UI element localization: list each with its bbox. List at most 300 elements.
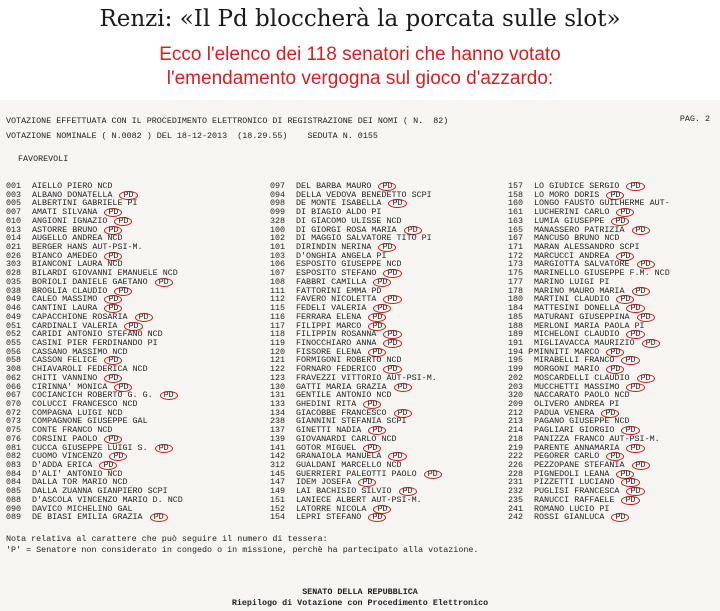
party-badge-circled: PD [621, 478, 639, 487]
senator-number: 123 [270, 372, 286, 383]
senator-number: 106 [270, 259, 286, 270]
senator-number: 184 [508, 303, 524, 314]
senator-name: FISSORE ELENA [296, 346, 362, 357]
party-badge-circled: PD [606, 191, 624, 200]
party-badge: PI [371, 207, 382, 218]
party-badge: SCPI [386, 416, 407, 427]
senator-name: CIRINNA' MONICA [32, 381, 108, 392]
senator-number: 161 [508, 207, 524, 218]
footer-senate: SENATO DELLA REPUBBLICA [302, 587, 418, 597]
senator-name: CHITI VANNINO [32, 372, 98, 383]
senator-name: CUCCA GIUSEPPE LUIGI S. [32, 442, 148, 453]
senator-name: FILIPPI MARCO [296, 320, 362, 331]
party-badge-circled: PD [368, 348, 386, 357]
senator-number: 055 [6, 337, 22, 348]
senator-name: MARINO LUIGI [534, 276, 595, 287]
senator-name: MIGLIAVACCA MAURIZIO [534, 337, 635, 348]
party-badge-circled: PD [383, 339, 401, 348]
senator-name: BILARDI GIOVANNI EMANUELE [32, 268, 158, 279]
party-badge: NCD [122, 398, 138, 409]
senator-name: MOSCARDELLI CLAUDIO [534, 372, 630, 383]
senator-number: 167 [508, 233, 524, 244]
senator-name: AIELLO PIERO [32, 181, 93, 191]
party-badge: NCD [107, 468, 123, 479]
senator-number: 021 [6, 242, 22, 253]
senator-name: LONGO FAUSTO GUILHERME [534, 198, 645, 209]
party-badge: PI [634, 320, 645, 331]
party-badge: NCD [147, 329, 163, 340]
party-badge-circled: PD [388, 452, 406, 461]
senator-name: CAPACCHIONE ROSARIA [32, 311, 128, 322]
party-badge-circled: PD [363, 444, 381, 453]
party-badge: PI [609, 398, 620, 409]
senator-number: 100 [270, 224, 286, 235]
senator-number: 116 [270, 311, 286, 322]
senator-name: ALBANO DONATELLA [32, 189, 113, 200]
senator-number: 051 [6, 320, 22, 331]
senator-name: CALEO MASSIMO [32, 294, 98, 305]
senator-number: 320 [508, 390, 524, 401]
senator-row [508, 513, 670, 522]
senator-number: 090 [6, 503, 22, 514]
senator-name: LATORRE NICOLA [296, 503, 367, 514]
party-badge: NCD [112, 477, 128, 488]
party-badge-circled: PD [104, 295, 122, 304]
party-badge: AUT-PSI-M. [92, 242, 143, 253]
senator-name: PEGORER CARLO [534, 451, 600, 462]
senator-name: GATTI MARIA GRAZIA [296, 381, 387, 392]
senator-number: 203 [508, 381, 524, 392]
senator-number: 097 [270, 181, 286, 191]
senator-number: 028 [6, 268, 22, 279]
senator-number: 067 [6, 390, 22, 401]
party-badge-circled: PD [616, 252, 634, 261]
party-badge: GAL [117, 503, 133, 514]
senator-number: 212 [508, 407, 524, 418]
senator-name: PIZZETTI LUCIANO [534, 477, 615, 488]
senator-number: 328 [270, 215, 286, 226]
senator-name: FAVERO NICOLETTA [296, 294, 377, 305]
senator-number: 049 [6, 311, 22, 322]
senator-number: 209 [508, 398, 524, 409]
senator-name: DIRINDIN NERINA [296, 242, 372, 253]
senator-number: 101 [270, 242, 286, 253]
party-badge-circled: PD [368, 513, 386, 522]
senator-name: MUCCHETTI MASSIMO [534, 381, 620, 392]
party-badge-circled: PD [363, 400, 381, 409]
party-badge-circled: PD [626, 487, 644, 496]
party-badge-circled: PD [626, 383, 644, 392]
vote-document [0, 100, 720, 611]
senator-number: 130 [270, 381, 286, 392]
senator-name: CONTE FRANCO [32, 425, 93, 436]
senator-name: NACCARATO PAOLO [534, 390, 610, 401]
senator-name: DI GIORGI ROSA MARIA [296, 224, 397, 235]
senator-number: 094 [270, 189, 286, 200]
senator-name: ESPOSITO GIUSEPPE [296, 259, 382, 270]
party-badge-circled: PD [616, 208, 634, 217]
senator-name: FORMIGONI ROBERTO [296, 355, 382, 366]
senator-number: 163 [508, 215, 524, 226]
party-badge-circled: PD [155, 444, 173, 453]
senator-name: COMPAGNONE GIUSEPPE [32, 416, 128, 427]
party-badge-circled: PD [399, 487, 417, 496]
party-badge: NCD [386, 460, 402, 470]
party-badge-circled: PD [109, 452, 127, 461]
senator-name: PEZZOPANE STEFANIA [534, 460, 625, 470]
party-badge-circled: PD [621, 496, 639, 505]
senator-number: 139 [270, 433, 286, 444]
senator-number: 171 [508, 242, 524, 253]
senator-name: MORGONI MARIO [534, 364, 600, 375]
senator-number: 141 [270, 442, 286, 453]
party-badge-circled: PD [626, 330, 644, 339]
senator-name: MICHELONI CLAUDIO [534, 329, 620, 340]
party-badge-circled: PD [632, 287, 650, 296]
party-badge-circled: PD [150, 513, 168, 522]
senator-number: 115 [270, 303, 286, 314]
senator-number: 303 [6, 259, 22, 270]
senator-number: 142 [270, 451, 286, 462]
senator-number: 081 [6, 442, 22, 453]
senator-number: 133 [270, 398, 286, 409]
senator-number: 147 [270, 477, 286, 488]
senator-number: 151 [270, 494, 286, 505]
party-badge: PI [127, 198, 138, 209]
party-badge: NCD [107, 233, 123, 244]
senator-name: AMATI SILVANA [32, 207, 98, 218]
senator-name: D'ASCOLA VINCENZO MARIO D. [32, 494, 163, 505]
page-number: PAG. 2 [679, 114, 710, 124]
senator-number: 001 [6, 181, 22, 191]
party-badge-circled: PD [378, 182, 396, 191]
senator-name: OLIVERO ANDREA [534, 398, 605, 409]
party-badge: NCD [614, 416, 630, 427]
senator-name: MARINELLO GIUSEPPE F.M. [534, 268, 650, 279]
senator-number: 235 [508, 494, 524, 505]
party-badge-circled: PD [119, 191, 137, 200]
senator-number: 111 [270, 285, 286, 296]
senator-name: PAGLIARI GIORGIO [534, 425, 615, 436]
party-badge-circled: PD [394, 409, 412, 418]
senator-name: PUGLISI FRANCESCA [534, 486, 620, 497]
party-badge-circled: PD [637, 260, 655, 269]
party-badge-circled: PD [373, 505, 391, 514]
party-badge: AUT- [649, 198, 670, 209]
senator-number: 089 [6, 512, 22, 523]
party-badge-circled: PD [383, 295, 401, 304]
senator-name: GIOVANARDI CARLO [296, 433, 377, 444]
senator-name: LUCHERINI CARLO [534, 207, 610, 218]
senator-number: 185 [508, 311, 524, 322]
senator-name: ROMANO LUCIO [534, 503, 595, 514]
senator-number: 195 [508, 355, 524, 366]
party-badge: NCD [614, 390, 630, 401]
senator-name: FABBRI CAMILLA [296, 276, 367, 287]
senator-name: BERGER HANS [32, 242, 88, 253]
senator-name: PIGNEDOLI LEANA [534, 468, 610, 479]
party-badge: NCD [167, 494, 183, 505]
senator-name: DALLA ZUANNA GIANPIERO [32, 486, 143, 497]
party-badge-circled: PD [637, 313, 655, 322]
party-badge: AUT-PSI-M. [371, 494, 422, 505]
senator-name: COCIANCICH ROBERTO G. G. [32, 390, 153, 401]
senator-number: 073 [6, 416, 22, 427]
party-badge: NCD [376, 390, 392, 401]
senator-number: 003 [6, 189, 22, 200]
senator-name: FATTORINI EMMA [296, 285, 367, 296]
party-badge: NCD [97, 425, 113, 436]
party-badge: AUT-PSI-M. [386, 372, 437, 383]
senator-number: 194 P [508, 346, 534, 357]
senator-number: 145 [270, 468, 286, 479]
party-badge-circled: PD [373, 278, 391, 287]
senator-name: COMPAGNA LUIGI [32, 407, 103, 418]
party-badge: NCD [654, 268, 670, 279]
senator-name: COLUCCI FRANCESCO [32, 398, 118, 409]
party-badge-circled: PD [424, 470, 442, 479]
senator-number: 010 [6, 215, 22, 226]
senator-number: 120 [270, 346, 286, 357]
senator-name: CASSANO MASSIMO [32, 346, 108, 357]
party-badge-circled: PD [99, 461, 117, 470]
senator-number: 103 [270, 250, 286, 261]
senator-name: LO MORO DORIS [534, 189, 600, 200]
senator-name: BORIOLI DANIELE GAETANO [32, 276, 148, 287]
senator-number: 131 [270, 390, 286, 401]
senator-number: 070 [6, 398, 22, 409]
senator-name: MERLONI MARIA PAOLA [534, 320, 630, 331]
senator-number: 218 [508, 433, 524, 444]
senator-name: DELLA VEDOVA BENEDETTO [296, 189, 407, 200]
party-badge-circled: PD [626, 182, 644, 191]
senator-name: LUMIA GIUSEPPE [534, 215, 605, 226]
senator-name: PARENTE ANNAMARIA [534, 442, 620, 453]
party-badge: NCD [381, 433, 397, 444]
party-badge: PI [421, 233, 432, 244]
senator-number: 157 [508, 181, 524, 191]
party-badge-circled: PD [621, 426, 639, 435]
senator-name: FEDELI VALERIA [296, 303, 367, 314]
party-badge-circled: PD [404, 226, 422, 235]
senator-number: 088 [6, 494, 22, 505]
senator-number: 013 [6, 224, 22, 235]
party-badge: NCD [107, 259, 123, 270]
senator-name: ASTORRE BRUNO [32, 224, 98, 235]
party-badge: NCD [386, 355, 402, 366]
senator-number: 222 [508, 451, 524, 462]
party-badge-circled: PD [114, 287, 132, 296]
senator-name: RANUCCI RAFFAELE [534, 494, 615, 505]
party-badge-circled: PD [632, 226, 650, 235]
senator-name: MARTINI CLAUDIO [534, 294, 610, 305]
party-badge: AUT-PSI-M. [609, 433, 660, 444]
party-badge-circled: PD [135, 313, 153, 322]
party-badge-circled: PD [104, 374, 122, 383]
party-badge-circled: PD [160, 391, 178, 400]
senator-name: D'ALI' ANTONIO [32, 468, 103, 479]
senator-name: GRANAIOLA MANUELA [296, 451, 382, 462]
senator-name: DAVICO MICHELINO [32, 503, 113, 514]
senator-name: GIANNINI STEFANIA [296, 416, 382, 427]
senator-number: 177 [508, 276, 524, 287]
senator-number: 085 [6, 486, 22, 497]
senator-number: 213 [508, 416, 524, 427]
senator-name: ALBERTINI GABRIELE [32, 198, 123, 209]
senator-name: CANTINI LAURA [32, 303, 98, 314]
senator-number: 058 [6, 355, 22, 366]
senator-name: BIANCO AMEDEO [32, 250, 98, 261]
senator-name: BROGLIA CLAUDIO [32, 285, 108, 296]
senator-name: PADUA VENERA [534, 407, 595, 418]
senator-name: LEPRI STEFANO [296, 512, 362, 523]
senator-number: 083 [6, 460, 22, 470]
party-badge-circled: PD [616, 470, 634, 479]
senator-name: GUERRIERI PALEOTTI PAOLO [296, 468, 417, 479]
senator-number: 084 [6, 477, 22, 488]
party-badge-circled: PD [104, 208, 122, 217]
party-badge: NCD [107, 407, 123, 418]
senator-number: 189 [508, 329, 524, 340]
senator-number: 082 [6, 451, 22, 462]
senator-number: 228 [508, 468, 524, 479]
senator-number: 072 [6, 407, 22, 418]
party-badge-circled: PD [383, 269, 401, 278]
senator-number: 231 [508, 477, 524, 488]
senator-number: 242 [508, 512, 524, 523]
senator-name: GHEDINI RITA [296, 398, 357, 409]
senator-number: 219 [508, 442, 524, 453]
party-badge-circled: PD [368, 426, 386, 435]
senator-number: 149 [270, 486, 286, 497]
senator-name: DI MAGGIO SALVATORE TITO [296, 233, 417, 244]
senator-number: 160 [508, 198, 524, 209]
senator-number: 214 [508, 425, 524, 436]
senator-number: 152 [270, 503, 286, 514]
senator-name: GOTOR MIGUEL [296, 442, 357, 453]
senator-name: LAI BACHISIO SILVIO [296, 486, 392, 497]
party-badge-circled: PD [637, 374, 655, 383]
party-badge-circled: PD [606, 365, 624, 374]
senator-number: 107 [270, 268, 286, 279]
party-badge-circled: PD [383, 365, 401, 374]
senator-number: 175 [508, 268, 524, 279]
senator-number: 026 [6, 250, 22, 261]
document-title: VOTAZIONE EFFETTUATA CON IL PROCEDIMENTO ELETTRONICO DI REGISTRAZIONE DEI NOMI ( N. 82) [6, 116, 449, 126]
senator-name: DEL BARBA MAURO [296, 181, 372, 191]
senator-number: 062 [6, 372, 22, 383]
party-badge-circled: PD [155, 278, 173, 287]
senator-name: MATTESINI DONELLA [534, 303, 620, 314]
senator-number: 188 [508, 320, 524, 331]
senator-name: FINOCCHIARO ANNA [296, 337, 377, 348]
subheadline-line-1: Ecco l'elenco dei 118 senatori che hanno votato [159, 44, 561, 65]
senator-number: 099 [270, 207, 286, 218]
senator-column-3 [508, 182, 670, 522]
senator-number: 199 [508, 364, 524, 375]
senator-name: CHIAVAROLI FEDERICA [32, 364, 128, 375]
senator-number: 121 [270, 355, 286, 366]
subheadline-line-2: l'emendamento vergogna sul gioco d'azzardo: [166, 68, 554, 89]
senator-column-1 [6, 182, 183, 522]
senator-number: 173 [508, 259, 524, 270]
senator-number: 007 [6, 207, 22, 218]
party-badge-circled: PD [358, 478, 376, 487]
senator-name: PAGANO GIUSEPPE [534, 416, 610, 427]
headline: Renzi: «Il Pd bloccherà la porcata sulle slot» [99, 6, 621, 32]
senator-number: 241 [508, 503, 524, 514]
party-badge: PI [147, 337, 158, 348]
party-badge: SCPI [411, 189, 432, 200]
senator-number: 191 [508, 337, 524, 348]
senator-number: 180 [508, 294, 524, 305]
senator-name: MARCUCCI ANDREA [534, 250, 610, 261]
senator-number: 056 [6, 346, 22, 357]
vote-info: VOTAZIONE NOMINALE ( N.0082 ) DEL 18-12-2013 (18.29.55) SEDUTA N. 0155 [6, 131, 378, 141]
party-badge-circled: PD [368, 322, 386, 331]
senator-number: 075 [6, 425, 22, 436]
senator-name: GINETTI NADIA [296, 425, 362, 436]
party-badge-circled: PD [601, 409, 619, 418]
senator-name: MANCUSO BRUNO [534, 233, 600, 244]
senator-number: 172 [508, 250, 524, 261]
senator-number: 158 [508, 189, 524, 200]
party-badge-circled: PD [621, 356, 639, 365]
party-badge-circled: PD [606, 348, 624, 357]
party-badge-circled: PD [616, 295, 634, 304]
senator-name: LANIECE ALBERT [296, 494, 367, 505]
senator-name: MARGIOTTA SALVATORE [534, 259, 630, 270]
senator-name: MANASSERO PATRIZIA [534, 224, 625, 235]
party-badge-circled: PD [373, 304, 391, 313]
senator-row [270, 513, 442, 522]
party-badge-circled: PD [104, 356, 122, 365]
party-badge-circled: PD [626, 304, 644, 313]
section-favorevoli: FAVOREVOLI [18, 154, 69, 164]
senator-number: 232 [508, 486, 524, 497]
senator-number: 035 [6, 276, 22, 287]
senator-name: BIANCONI LAURA [32, 259, 103, 270]
party-badge-circled: PD [368, 313, 386, 322]
senator-name: LO GIUDICE SERGIO [534, 181, 620, 191]
senator-name: ANGIONI IGNAZIO [32, 215, 108, 226]
senator-number: 112 [270, 294, 286, 305]
note-line-1: Nota relativa al carattere che può seguire il numero di tessera: [6, 534, 328, 544]
senator-name: DI BIAGIO ALDO [296, 207, 367, 218]
party-badge: NCD [162, 268, 178, 279]
senator-number: 084 [6, 468, 22, 479]
party-badge-circled: PD [632, 461, 650, 470]
senator-name: CASINI PIER FERDINANDO [32, 337, 143, 348]
senator-number: 066 [6, 381, 22, 392]
senator-name: GENTILE ANTONIO [296, 390, 372, 401]
senator-name: FERRARA ELENA [296, 311, 362, 322]
senator-number: 308 [6, 364, 22, 375]
senator-name: DALLA TOR MARIO [32, 477, 108, 488]
senator-name: MARAN ALESSANDRO [534, 242, 615, 253]
senator-name: FILIPPIN ROSANNA [296, 329, 377, 340]
senator-number: 052 [6, 329, 22, 340]
party-badge: NCD [112, 346, 128, 357]
senator-number: 014 [6, 233, 22, 244]
senator-number: 046 [6, 303, 22, 314]
senator-name: IDEM JOSEFA [296, 477, 352, 488]
senator-number: 118 [270, 329, 286, 340]
senator-number: 102 [270, 233, 286, 244]
note-line-2: 'P' = Senatore non considerato in congedo o in missione, perchè ha partecipato alla votazione. [6, 545, 479, 555]
senator-number: 202 [508, 372, 524, 383]
senator-name: PANIZZA FRANCO [534, 433, 605, 444]
